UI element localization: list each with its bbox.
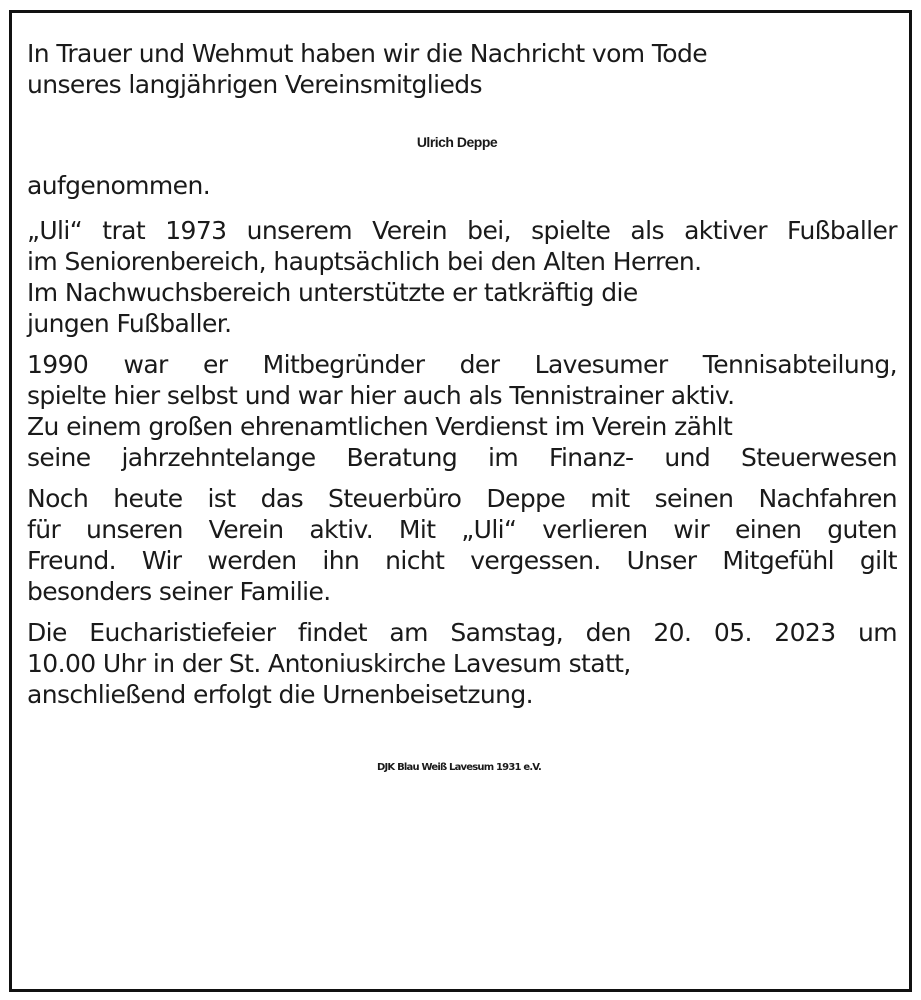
paragraph3-line-2: für unseren Verein aktiv. Mit „Uli“ verlieren wir einen guten — [27, 515, 897, 544]
deceased-name: Ulrich Deppe — [416, 134, 498, 150]
paragraph3-line-1: Noch heute ist das Steuerbüro Deppe mit seinen Nachfahren — [27, 484, 897, 513]
paragraph4-line-1: Die Eucharistiefeier findet am Samstag, den 20. 05. 2023 um — [27, 618, 897, 647]
club-signature: DJK Blau Weiß Lavesum 1931 e.V. — [377, 762, 541, 773]
paragraph4-line-3: anschließend erfolgt die Urnenbeisetzung. — [27, 680, 533, 709]
paragraph1-line-1: „Uli“ trat 1973 unserem Verein bei, spielte als aktiver Fußballer — [27, 216, 897, 245]
paragraph-tennis — [27, 349, 897, 473]
paragraph2-line-1: 1990 war er Mitbegründer der Lavesumer Tennisabteilung, — [27, 350, 897, 379]
paragraph3-line-4: besonders seiner Familie. — [27, 577, 331, 606]
paragraph1-line-4: jungen Fußballer. — [27, 309, 232, 338]
intro-line-2: unseres langjährigen Vereinsmitglieds — [27, 70, 482, 99]
paragraph2-line-3: Zu einem großen ehrenamtlichen Verdienst im Verein zählt — [27, 412, 733, 441]
obituary-notice — [27, 38, 897, 788]
paragraph-tax-office — [27, 483, 897, 607]
paragraph1-line-3: Im Nachwuchsbereich unterstützte er tatkräftig die — [27, 278, 638, 307]
paragraph2-line-2: spielte hier selbst und war hier auch als Tennistrainer aktiv. — [27, 381, 735, 410]
paragraph4-line-2: 10.00 Uhr in der St. Antoniuskirche Lavesum statt, — [27, 649, 631, 678]
paragraph-club-history — [27, 215, 897, 339]
intro-line-1: In Trauer und Wehmut haben wir die Nachricht vom Tode — [27, 39, 708, 68]
paragraph-funeral-details — [27, 617, 897, 710]
paragraph3-line-3: Freund. Wir werden ihn nicht vergessen. Unser Mitgefühl gilt — [27, 546, 897, 575]
after-name-text: aufgenommen. — [27, 171, 211, 200]
paragraph1-line-2: im Seniorenbereich, hauptsächlich bei den Alten Herren. — [27, 247, 702, 276]
paragraph2-line-4: seine jahrzehntelange Beratung im Finanz- und Steuerwesen — [27, 443, 897, 472]
